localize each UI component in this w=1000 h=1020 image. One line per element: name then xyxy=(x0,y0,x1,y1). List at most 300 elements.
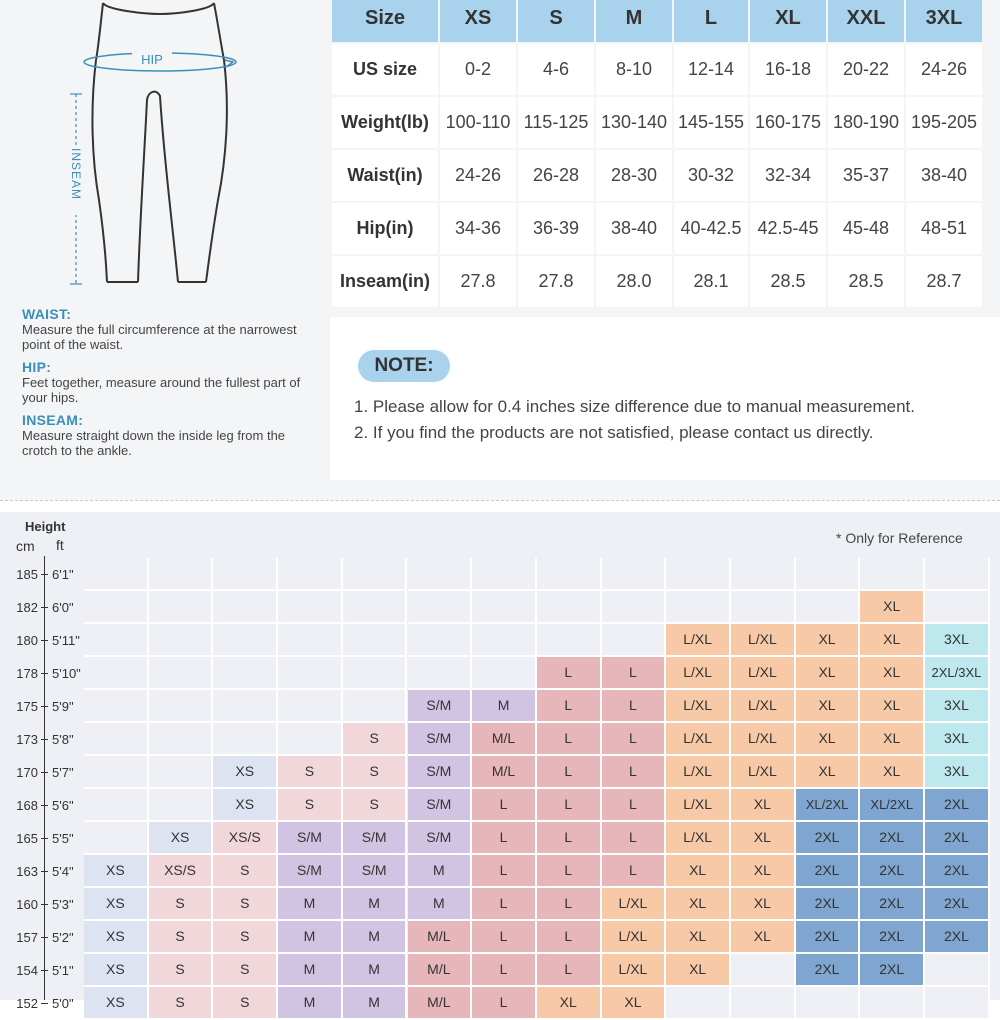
size-cell: L/XL xyxy=(731,723,796,756)
height-ft-label: 6'0" xyxy=(52,600,74,615)
height-ft-label: 5'1" xyxy=(52,963,74,978)
table-cell: 28.7 xyxy=(906,256,982,307)
size-cell xyxy=(602,558,667,591)
size-table-header xyxy=(332,0,982,42)
size-cell: S xyxy=(278,789,343,822)
height-ft-label: 5'9" xyxy=(52,699,74,714)
size-cell: M xyxy=(343,921,408,954)
table-row xyxy=(332,97,982,148)
size-cell: 3XL xyxy=(925,690,990,723)
size-cell: L/XL xyxy=(602,888,667,921)
size-table xyxy=(330,0,984,309)
size-cell xyxy=(213,624,278,657)
size-cell: XS xyxy=(84,987,149,1020)
size-cell: XS xyxy=(149,822,214,855)
table-cell: 145-155 xyxy=(674,97,748,148)
note-line-1: 1. Please allow for 0.4 inches size difference due to manual measurement. xyxy=(354,397,915,416)
note-label: NOTE: xyxy=(358,350,450,382)
size-cell xyxy=(149,756,214,789)
table-cell: 24-26 xyxy=(906,44,982,95)
size-cell: L xyxy=(537,756,602,789)
size-cell: 2XL xyxy=(925,888,990,921)
size-cell xyxy=(149,558,214,591)
size-cell: XL xyxy=(537,987,602,1020)
size-cell: L xyxy=(537,822,602,855)
table-cell: 160-175 xyxy=(750,97,826,148)
cm-label: cm xyxy=(16,538,35,554)
size-cell: XL xyxy=(666,954,731,987)
table-cell: 38-40 xyxy=(596,203,672,254)
height-tick xyxy=(41,904,48,905)
size-cell: 2XL xyxy=(860,855,925,888)
size-cell xyxy=(84,690,149,723)
table-cell: 28.5 xyxy=(828,256,904,307)
size-cell: XL xyxy=(860,624,925,657)
table-cell: 36-39 xyxy=(518,203,594,254)
size-cell xyxy=(343,657,408,690)
size-cell: S/M xyxy=(278,822,343,855)
height-label: Height xyxy=(25,519,66,534)
size-cell: M/L xyxy=(472,723,537,756)
size-cell xyxy=(796,591,861,624)
size-cell xyxy=(537,558,602,591)
height-tick xyxy=(41,937,48,938)
size-cell: L xyxy=(602,657,667,690)
size-cell xyxy=(278,690,343,723)
size-cell: XL xyxy=(731,888,796,921)
size-cell: 3XL xyxy=(925,723,990,756)
size-cell: XL/2XL xyxy=(796,789,861,822)
size-cell: M xyxy=(343,954,408,987)
size-cell: XS xyxy=(213,756,278,789)
table-cell: 20-22 xyxy=(828,44,904,95)
header-cell: XXL xyxy=(828,0,904,42)
size-cell xyxy=(278,624,343,657)
ft-label: ft xyxy=(56,537,64,553)
size-cell: M xyxy=(278,954,343,987)
size-cell: 2XL xyxy=(860,822,925,855)
size-cell xyxy=(84,822,149,855)
size-cell: XL xyxy=(731,789,796,822)
size-cell: S/M xyxy=(343,822,408,855)
height-cm-label: 185 xyxy=(16,567,38,582)
table-cell: 38-40 xyxy=(906,150,982,201)
size-cell xyxy=(408,591,473,624)
height-tick xyxy=(41,706,48,707)
size-cell xyxy=(925,558,990,591)
height-ft-label: 5'3" xyxy=(52,897,74,912)
row-header: Weight(lb) xyxy=(332,97,438,148)
table-row xyxy=(332,150,982,201)
size-cell: M xyxy=(408,888,473,921)
size-cell: L/XL xyxy=(602,954,667,987)
measure-guide xyxy=(22,306,322,465)
size-cell: 2XL xyxy=(925,855,990,888)
leggings-diagram xyxy=(0,0,320,300)
size-cell: XL xyxy=(602,987,667,1020)
table-cell: 48-51 xyxy=(906,203,982,254)
size-cell xyxy=(472,624,537,657)
size-cell xyxy=(84,756,149,789)
header-cell: 3XL xyxy=(906,0,982,42)
size-cell: L/XL xyxy=(666,723,731,756)
size-cell: 2XL/3XL xyxy=(925,657,990,690)
size-cell: L xyxy=(602,855,667,888)
size-cell: S xyxy=(343,723,408,756)
size-cell: L xyxy=(537,888,602,921)
size-cell xyxy=(731,558,796,591)
size-cell: L/XL xyxy=(666,822,731,855)
size-cell: XS/S xyxy=(213,822,278,855)
size-cell xyxy=(343,624,408,657)
table-cell: 27.8 xyxy=(440,256,516,307)
table-cell: 28.1 xyxy=(674,256,748,307)
size-cell: S xyxy=(278,756,343,789)
table-cell: 42.5-45 xyxy=(750,203,826,254)
table-cell: 130-140 xyxy=(596,97,672,148)
table-cell: 26-28 xyxy=(518,150,594,201)
hip-title: HIP: xyxy=(22,359,52,375)
table-cell: 24-26 xyxy=(440,150,516,201)
size-cell: S/M xyxy=(408,756,473,789)
table-row xyxy=(332,44,982,95)
size-cell: L xyxy=(472,855,537,888)
size-cell: L/XL xyxy=(731,756,796,789)
size-cell: M xyxy=(343,888,408,921)
size-cell: S xyxy=(213,855,278,888)
size-cell: L xyxy=(537,789,602,822)
height-cm-label: 163 xyxy=(16,864,38,879)
size-cell xyxy=(731,954,796,987)
size-cell: M xyxy=(408,855,473,888)
height-cm-label: 173 xyxy=(16,732,38,747)
table-cell: 16-18 xyxy=(750,44,826,95)
row-header: Hip(in) xyxy=(332,203,438,254)
height-ft-label: 5'5" xyxy=(52,831,74,846)
size-cell: L/XL xyxy=(666,690,731,723)
size-cell: XL xyxy=(666,888,731,921)
table-cell: 28.5 xyxy=(750,256,826,307)
table-row xyxy=(332,203,982,254)
table-cell: 100-110 xyxy=(440,97,516,148)
height-cm-label: 180 xyxy=(16,633,38,648)
size-cell: XL xyxy=(860,690,925,723)
size-cell: XL/2XL xyxy=(860,789,925,822)
size-cell: S/M xyxy=(408,789,473,822)
size-cell xyxy=(537,591,602,624)
size-cell xyxy=(925,591,990,624)
waist-text: Measure the full circumference at the narrowest point of the waist. xyxy=(22,322,297,352)
height-tick xyxy=(41,871,48,872)
size-cell: XL xyxy=(666,921,731,954)
height-tick xyxy=(41,574,48,575)
size-cell xyxy=(796,987,861,1020)
size-cell xyxy=(537,624,602,657)
leggings-illustration xyxy=(0,0,320,300)
size-cell: L/XL xyxy=(731,690,796,723)
table-cell: 27.8 xyxy=(518,256,594,307)
size-cell: L xyxy=(472,822,537,855)
size-cell xyxy=(925,954,990,987)
size-cell: L xyxy=(537,723,602,756)
size-cell: L/XL xyxy=(602,921,667,954)
size-cell xyxy=(731,987,796,1020)
header-cell: Size xyxy=(332,0,438,42)
size-cell xyxy=(472,591,537,624)
hip-label: HIP xyxy=(141,52,163,67)
size-cell: XL xyxy=(860,756,925,789)
size-cell xyxy=(343,591,408,624)
size-cell xyxy=(796,558,861,591)
size-cell: S/M xyxy=(343,855,408,888)
size-cell: XL xyxy=(731,921,796,954)
size-cell: L/XL xyxy=(731,657,796,690)
size-cell: S xyxy=(149,921,214,954)
size-cell xyxy=(343,690,408,723)
table-cell: 28-30 xyxy=(596,150,672,201)
size-cell: L xyxy=(537,954,602,987)
size-cell: XL xyxy=(860,591,925,624)
height-ft-label: 5'0" xyxy=(52,996,74,1011)
size-cell xyxy=(278,591,343,624)
table-cell: 32-34 xyxy=(750,150,826,201)
height-ft-label: 5'6" xyxy=(52,798,74,813)
size-cell: XL xyxy=(796,756,861,789)
height-cm-label: 175 xyxy=(16,699,38,714)
size-cell: S xyxy=(213,921,278,954)
size-cell xyxy=(149,657,214,690)
size-cell xyxy=(149,723,214,756)
inseam-text: Measure straight down the inside leg from the crotch to the ankle. xyxy=(22,428,286,458)
table-cell: 8-10 xyxy=(596,44,672,95)
height-tick xyxy=(41,1003,48,1004)
table-cell: 28.0 xyxy=(596,256,672,307)
size-cell: S xyxy=(213,888,278,921)
size-cell: M xyxy=(278,888,343,921)
size-cell: S xyxy=(213,987,278,1020)
size-cell xyxy=(731,591,796,624)
size-cell: L/XL xyxy=(666,624,731,657)
size-cell: L xyxy=(537,855,602,888)
size-cell xyxy=(602,591,667,624)
size-cell: M/L xyxy=(472,756,537,789)
size-cell: XS/S xyxy=(149,855,214,888)
size-cell: S xyxy=(213,954,278,987)
size-cell: XL xyxy=(796,690,861,723)
size-cell: L/XL xyxy=(666,657,731,690)
size-cell: XS xyxy=(84,954,149,987)
size-cell xyxy=(278,558,343,591)
size-cell: L xyxy=(472,789,537,822)
height-cm-label: 165 xyxy=(16,831,38,846)
size-cell: L xyxy=(602,756,667,789)
size-cell: M/L xyxy=(408,921,473,954)
size-cell xyxy=(472,558,537,591)
table-cell: 195-205 xyxy=(906,97,982,148)
size-cell xyxy=(84,789,149,822)
size-cell: M xyxy=(343,987,408,1020)
header-cell: L xyxy=(674,0,748,42)
size-cell: 2XL xyxy=(925,822,990,855)
size-cell xyxy=(860,987,925,1020)
size-cell xyxy=(408,558,473,591)
size-cell xyxy=(84,657,149,690)
height-ft-label: 5'8" xyxy=(52,732,74,747)
table-cell: 45-48 xyxy=(828,203,904,254)
size-cell: L/XL xyxy=(666,756,731,789)
size-cell: M xyxy=(472,690,537,723)
header-cell: XL xyxy=(750,0,826,42)
table-cell: 40-42.5 xyxy=(674,203,748,254)
size-cell xyxy=(84,591,149,624)
height-axis-line xyxy=(44,556,45,1000)
size-cell: S xyxy=(149,987,214,1020)
size-cell xyxy=(278,723,343,756)
size-cell: XL xyxy=(666,855,731,888)
height-ft-label: 5'4" xyxy=(52,864,74,879)
height-cm-label: 160 xyxy=(16,897,38,912)
table-row xyxy=(332,256,982,307)
size-cell: 2XL xyxy=(860,888,925,921)
size-cell: M xyxy=(278,921,343,954)
table-cell: 115-125 xyxy=(518,97,594,148)
note-line-2: 2. If you find the products are not satisfied, please contact us directly. xyxy=(354,423,874,442)
height-tick xyxy=(41,739,48,740)
reference-note: * Only for Reference xyxy=(836,530,963,546)
size-cell xyxy=(860,558,925,591)
table-cell: 34-36 xyxy=(440,203,516,254)
size-cell: L xyxy=(602,723,667,756)
height-ft-label: 6'1" xyxy=(52,567,74,582)
size-cell: 2XL xyxy=(796,855,861,888)
height-cm-label: 178 xyxy=(16,666,38,681)
size-cell xyxy=(213,723,278,756)
size-cell: L xyxy=(537,690,602,723)
size-cell: 2XL xyxy=(796,921,861,954)
inseam-title: INSEAM: xyxy=(22,412,84,428)
size-cell: L xyxy=(537,921,602,954)
size-cell: S/M xyxy=(408,822,473,855)
header-cell: M xyxy=(596,0,672,42)
size-cell xyxy=(408,657,473,690)
size-cell: 3XL xyxy=(925,624,990,657)
size-cell: XL xyxy=(860,657,925,690)
size-cell: M xyxy=(278,987,343,1020)
size-cell: XL xyxy=(796,624,861,657)
height-ft-label: 5'2" xyxy=(52,930,74,945)
size-cell: L xyxy=(472,888,537,921)
size-cell xyxy=(213,591,278,624)
height-tick xyxy=(41,838,48,839)
size-cell: 2XL xyxy=(796,888,861,921)
size-cell: 2XL xyxy=(796,954,861,987)
size-cell: S/M xyxy=(408,690,473,723)
height-ft-label: 5'11" xyxy=(52,633,80,648)
size-cell: 2XL xyxy=(796,822,861,855)
size-cell: XL xyxy=(796,657,861,690)
size-cell: S xyxy=(149,888,214,921)
size-cell xyxy=(408,624,473,657)
size-cell: L/XL xyxy=(731,624,796,657)
height-ft-label: 5'7" xyxy=(52,765,74,780)
height-tick xyxy=(41,805,48,806)
size-cell xyxy=(213,690,278,723)
size-cell xyxy=(213,657,278,690)
size-cell: L xyxy=(602,690,667,723)
table-cell: 30-32 xyxy=(674,150,748,201)
size-cell: L xyxy=(602,789,667,822)
height-tick xyxy=(41,640,48,641)
size-cell: 2XL xyxy=(860,954,925,987)
inseam-label: INSEAM xyxy=(69,148,83,201)
size-cell: S xyxy=(149,954,214,987)
size-cell xyxy=(149,591,214,624)
size-cell: XL xyxy=(731,855,796,888)
size-cell: XS xyxy=(84,888,149,921)
size-cell: 2XL xyxy=(860,921,925,954)
size-cell: 3XL xyxy=(925,756,990,789)
header-cell: XS xyxy=(440,0,516,42)
height-cm-label: 182 xyxy=(16,600,38,615)
height-tick xyxy=(41,970,48,971)
size-cell: M/L xyxy=(408,954,473,987)
size-cell: 2XL xyxy=(925,789,990,822)
size-cell: L xyxy=(472,954,537,987)
size-cell xyxy=(149,789,214,822)
size-cell xyxy=(149,690,214,723)
size-cell: 2XL xyxy=(925,921,990,954)
size-cell xyxy=(666,591,731,624)
size-cell xyxy=(343,558,408,591)
row-header: Inseam(in) xyxy=(332,256,438,307)
height-ft-label: 5'10" xyxy=(52,666,81,681)
size-cell: XS xyxy=(213,789,278,822)
height-cm-label: 154 xyxy=(16,963,38,978)
size-cell xyxy=(472,657,537,690)
height-cm-label: 170 xyxy=(16,765,38,780)
table-cell: 180-190 xyxy=(828,97,904,148)
size-cell: S xyxy=(343,756,408,789)
size-cell: S xyxy=(343,789,408,822)
table-cell: 12-14 xyxy=(674,44,748,95)
height-tick xyxy=(41,673,48,674)
size-cell xyxy=(149,624,214,657)
table-cell: 35-37 xyxy=(828,150,904,201)
row-header: Waist(in) xyxy=(332,150,438,201)
size-cell: XS xyxy=(84,921,149,954)
size-cell: L xyxy=(537,657,602,690)
size-cell xyxy=(213,558,278,591)
header-cell: S xyxy=(518,0,594,42)
table-cell: 4-6 xyxy=(518,44,594,95)
size-cell: L/XL xyxy=(666,789,731,822)
size-cell: L xyxy=(472,921,537,954)
waist-title: WAIST: xyxy=(22,306,72,322)
size-cell xyxy=(84,624,149,657)
note-box xyxy=(330,317,1000,480)
size-cell: XS xyxy=(84,855,149,888)
section-divider xyxy=(0,500,1000,501)
height-cm-label: 168 xyxy=(16,798,38,813)
size-cell xyxy=(666,987,731,1020)
size-guide-panel xyxy=(0,0,1000,500)
height-tick xyxy=(41,772,48,773)
size-cell xyxy=(278,657,343,690)
size-cell xyxy=(602,624,667,657)
height-cm-label: 157 xyxy=(16,930,38,945)
size-cell xyxy=(84,558,149,591)
row-header: US size xyxy=(332,44,438,95)
